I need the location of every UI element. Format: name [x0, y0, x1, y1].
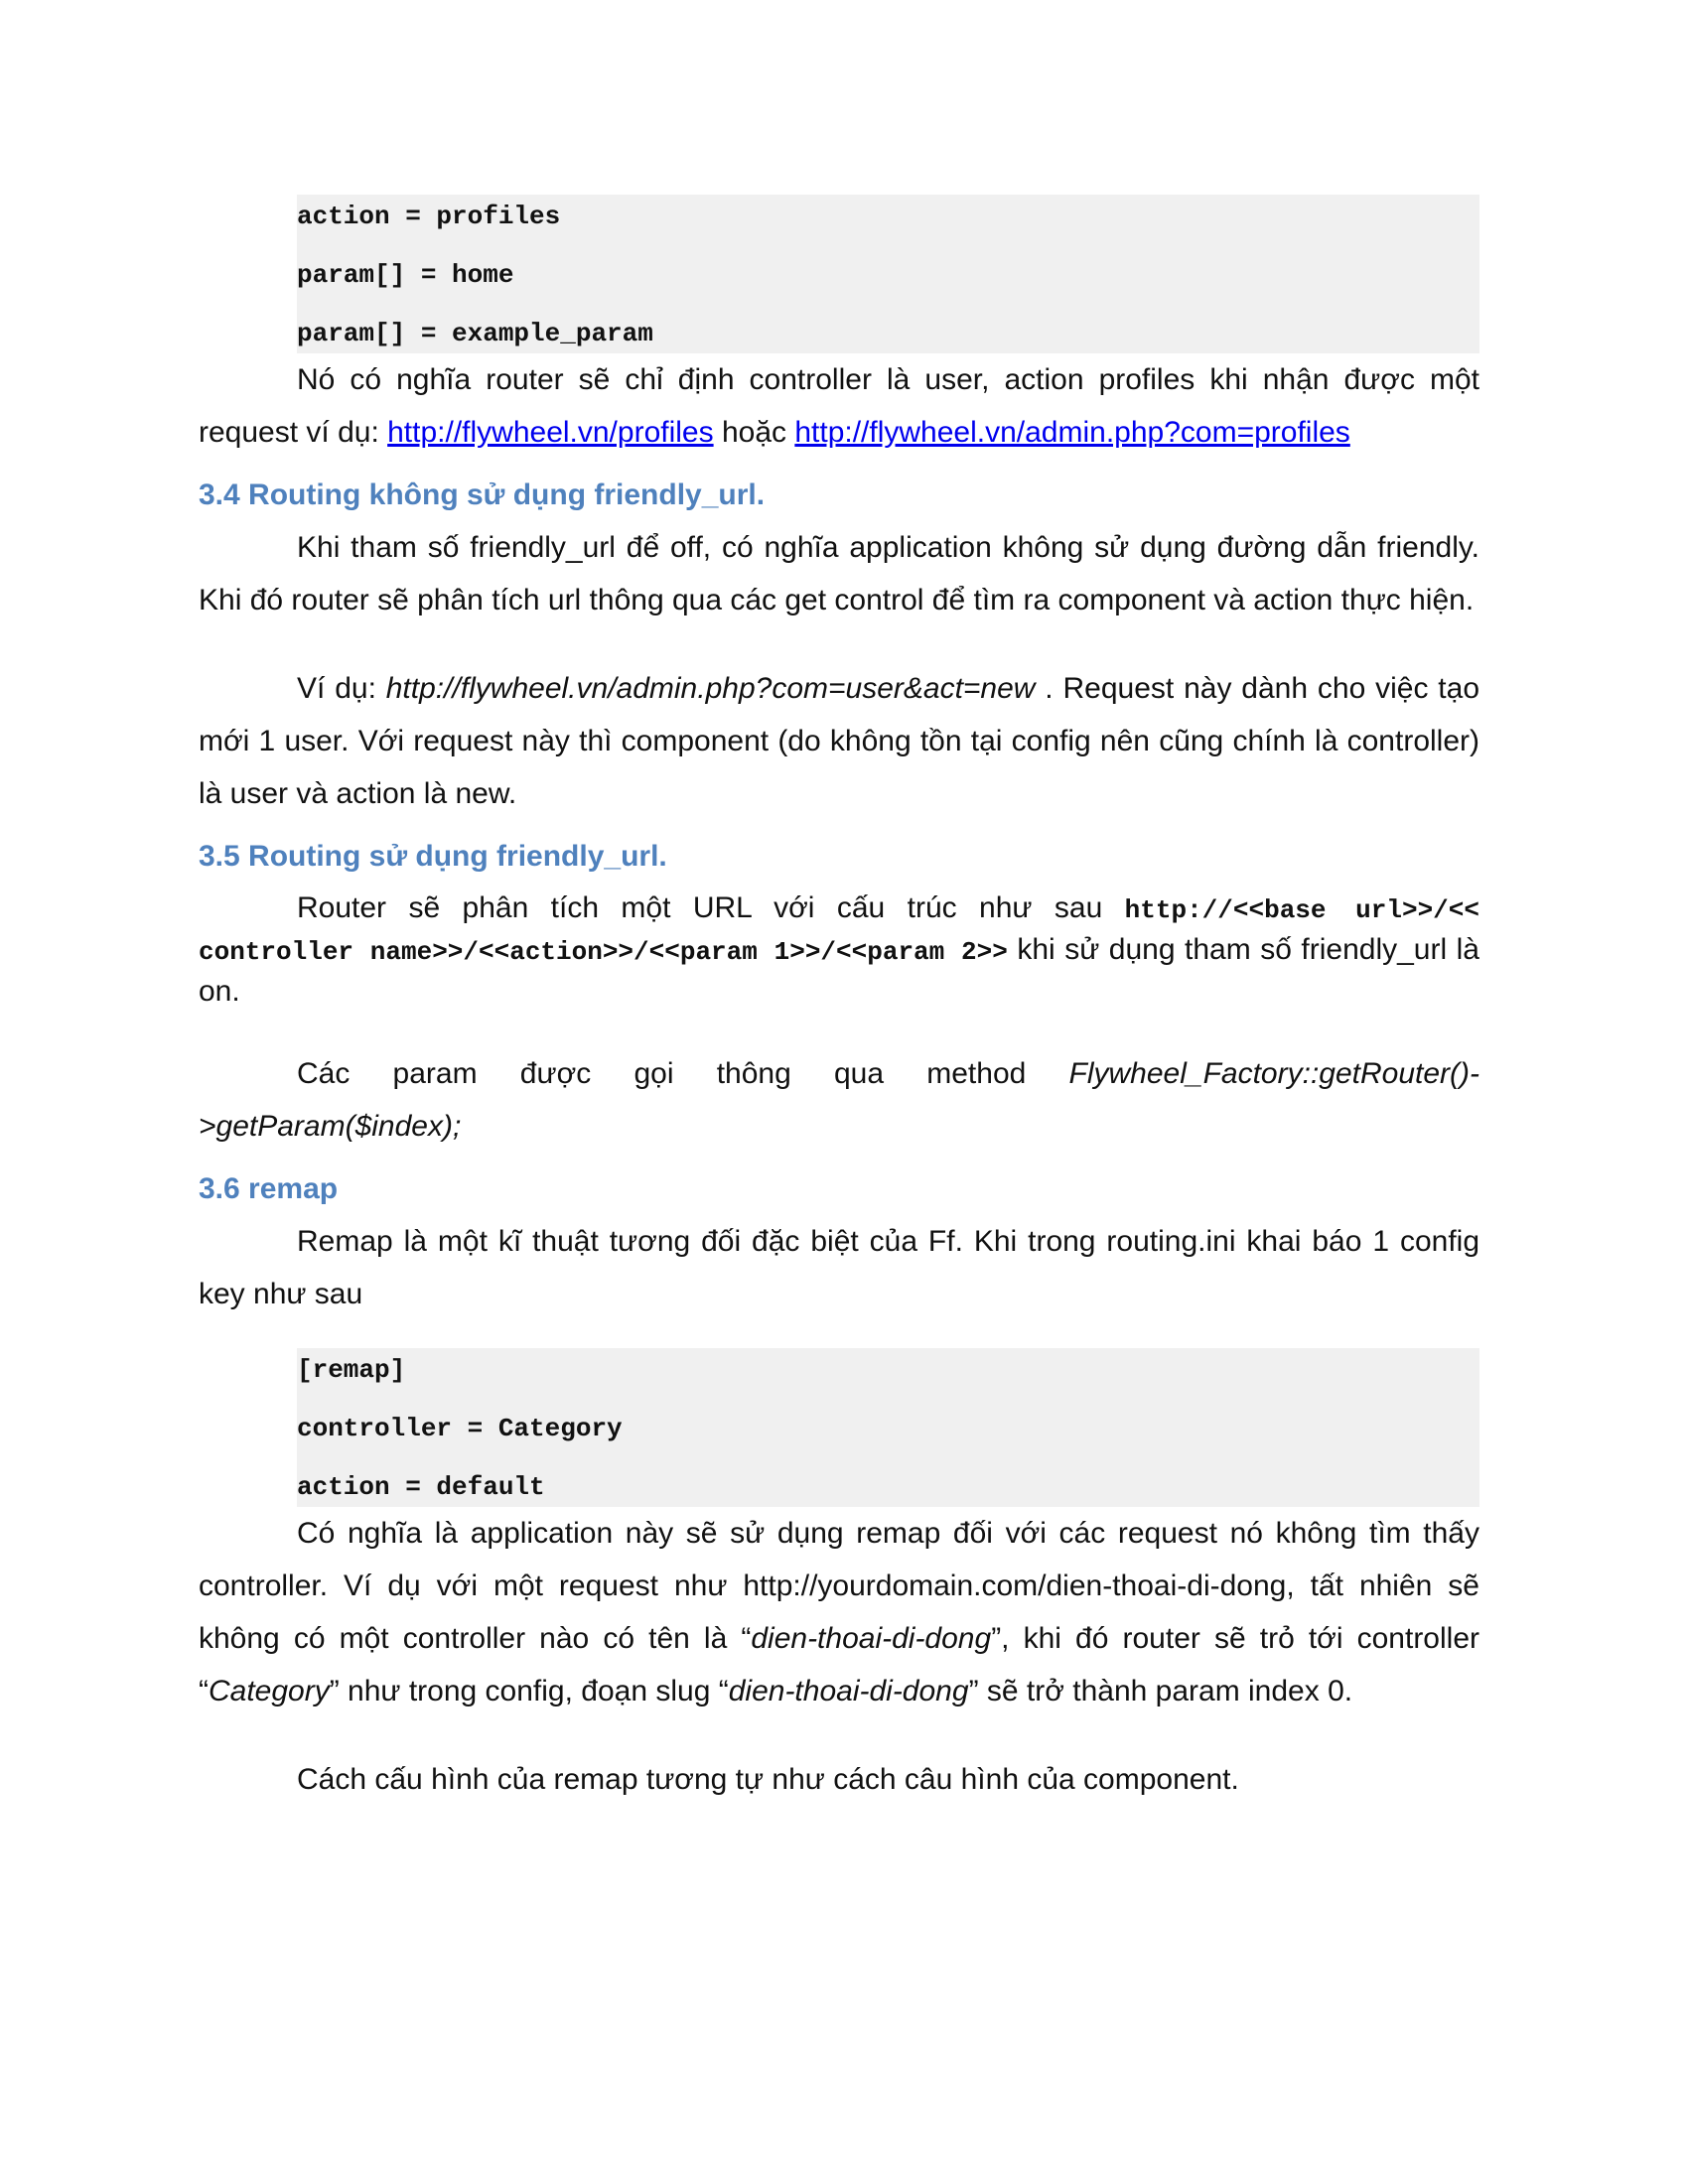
paragraph-3-6-config: Cách cấu hình của remap tương tự như cách câu hình của component. — [297, 1763, 1239, 1796]
method-name: Flywheel_Factory::getRouter()->getParam($index); — [199, 1057, 1479, 1143]
paragraph-3-6-remap — [199, 1507, 1479, 1717]
text: Các param được gọi thông qua method — [297, 1057, 1069, 1090]
text: Có nghĩa là application này sẽ sử dụng remap đối với các request nó không tìm thấy controller. Ví dụ với một request như http://yourdomain.com/dien-thoai-di-dong, tất nhiên sẽ không có một controller nào có tên là “ — [199, 1517, 1479, 1655]
category-text: Category — [209, 1675, 330, 1707]
text: Ví dụ: — [297, 672, 386, 705]
code-line: action = profiles — [297, 202, 561, 231]
text: Nó có nghĩa router sẽ chỉ định controller là user, action profiles khi nhận được một request ví dụ: — [199, 363, 1479, 449]
paragraph-3-4-example — [199, 662, 1479, 820]
url-structure-code: http://<<base url>>/<< controller name>>/<<action>>/<<param 1>>/<<param 2>> — [199, 895, 1479, 967]
code-line: [remap] — [297, 1355, 406, 1385]
text: ”, khi đó router sẽ trỏ tới controller “ — [199, 1622, 1479, 1707]
paragraph-3-5-structure — [199, 883, 1479, 1012]
slug-text: dien-thoai-di-dong — [728, 1675, 969, 1707]
code-line: action = default — [297, 1472, 545, 1502]
text: hoặc — [713, 416, 795, 449]
page-content — [199, 195, 1479, 1806]
paragraph-3-4-intro: Khi tham số friendly_url để off, có nghĩa application không sử dụng đường dẫn friendly. Khi đó router sẽ phân tích url thông qua các get control để tìm ra component và action thực hiện. — [199, 531, 1479, 616]
text: ” như trong config, đoạn slug “ — [329, 1675, 729, 1707]
text: . Request này dành cho việc tạo mới 1 user. Với request này thì component (do không tồn tại config nên cũng chính là controller) là user và action là new. — [199, 672, 1479, 810]
text: ” sẽ trở thành param index 0. — [968, 1675, 1353, 1707]
text: khi sử dụng tham số friendly_url là on. — [199, 933, 1479, 1008]
code-line: param[] = example_param — [297, 319, 653, 348]
heading-3-5: 3.5 Routing sử dụng friendly_url. — [199, 840, 667, 873]
link-profiles[interactable]: http://flywheel.vn/profiles — [387, 416, 714, 449]
heading-3-6: 3.6 remap — [199, 1172, 339, 1205]
slug-text: dien-thoai-di-dong — [751, 1622, 992, 1655]
heading-3-4: 3.4 Routing không sử dụng friendly_url. — [199, 478, 766, 511]
link-admin-profiles[interactable]: http://flywheel.vn/admin.php?com=profiles — [794, 416, 1350, 449]
code-block-remap — [297, 1348, 1479, 1507]
text: Router sẽ phân tích một URL với cấu trúc như sau — [297, 891, 1125, 924]
code-line: param[] = home — [297, 260, 514, 290]
paragraph-router-explanation — [199, 353, 1479, 459]
code-line: controller = Category — [297, 1414, 623, 1443]
paragraph-3-6-intro: Remap là một kĩ thuật tương đối đặc biệt của Ff. Khi trong routing.ini khai báo 1 config key như sau — [199, 1225, 1479, 1310]
example-url: http://flywheel.vn/admin.php?com=user&act=new — [385, 672, 1036, 705]
code-block-routing — [297, 195, 1479, 353]
paragraph-3-5-params — [199, 1047, 1479, 1153]
